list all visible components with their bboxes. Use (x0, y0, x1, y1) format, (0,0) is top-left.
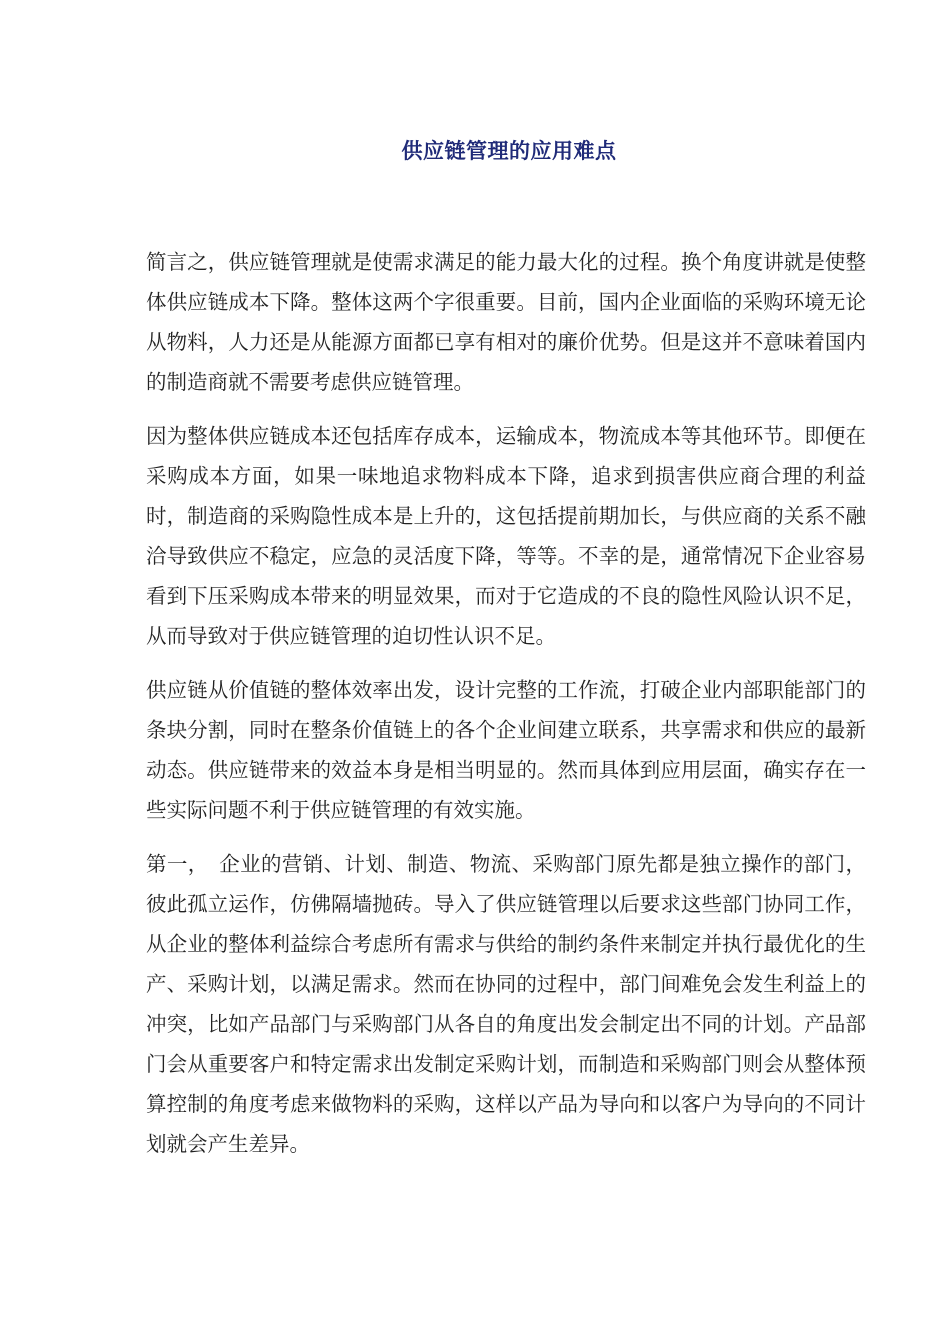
document-body (146, 242, 866, 1178)
paragraph-4: 第一， 企业的营销、计划、制造、物流、采购部门原先都是独立操作的部门，彼此孤立运作，仿佛隔墙抛砖。导入了供应链管理以后要求这些部门协同工作，从企业的整体利益综合考虑所有需求与供给的制约条件来制定并执行最优化的生产、采购计划，以满足需求。然而在协同的过程中，部门间难免会发生利益上的冲突，比如产品部门与采购部门从各自的角度出发会制定出不同的计划。产品部门会从重要客户和特定需求出发制定采购计划，而制造和采购部门则会从整体预算控制的角度考虑来做物料的采购，这样以产品为导向和以客户为导向的不同计划就会产生差异。 (146, 852, 866, 1156)
paragraph-1: 简言之，供应链管理就是使需求满足的能力最大化的过程。换个角度讲就是使整体供应链成本下降。整体这两个字很重要。目前，国内企业面临的采购环境无论从物料，人力还是从能源方面都已享有相对的廉价优势。但是这并不意味着国内的制造商就不需要考虑供应链管理。 (146, 250, 866, 394)
document-title: 供应链管理的应用难点 (401, 138, 617, 163)
paragraph-2: 因为整体供应链成本还包括库存成本，运输成本，物流成本等其他环节。即便在采购成本方面，如果一味地追求物料成本下降，追求到损害供应商合理的利益时，制造商的采购隐性成本是上升的，这包括提前期加长，与供应商的关系不融洽导致供应不稳定，应急的灵活度下降，等等。不幸的是，通常情况下企业容易看到下压采购成本带来的明显效果，而对于它造成的不良的隐性风险认识不足，从而导致对于供应链管理的迫切性认识不足。 (146, 424, 866, 648)
paragraph-3: 供应链从价值链的整体效率出发，设计完整的工作流，打破企业内部职能部门的条块分割，同时在整条价值链上的各个企业间建立联系，共享需求和供应的最新动态。供应链带来的效益本身是相当明显的。然而具体到应用层面，确实存在一些实际问题不利于供应链管理的有效实施。 (146, 678, 866, 822)
